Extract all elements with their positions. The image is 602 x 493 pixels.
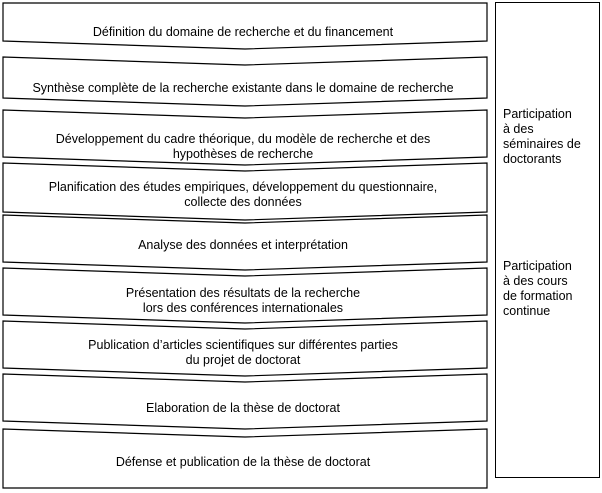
seminars-note: Participation à des séminaires de doctorants — [503, 107, 581, 166]
step-7-label: Publication d’articles scientifiques sur différentes parties du projet de doctorat — [88, 338, 398, 367]
step-8-label: Elaboration de la thèse de doctorat — [146, 400, 340, 415]
side-panel — [495, 2, 600, 478]
step-5-label: Analyse des données et interprétation — [138, 237, 348, 252]
step-3-label: Développement du cadre théorique, du modèle de recherche et des hypothèses de recherche — [55, 132, 431, 161]
step-9-label: Défense et publication de la thèse de doctorat — [115, 454, 371, 469]
courses-note: Participation à des cours de formation continue — [503, 259, 573, 318]
step-1-label: Définition du domaine de recherche et du financement — [92, 24, 394, 39]
step-2-label: Synthèse complète de la recherche existante dans le domaine de recherche — [32, 80, 454, 95]
step-6-label: Présentation des résultats de la recherche lors des conférences internationales — [125, 286, 361, 315]
step-4-label: Planification des études empiriques, développement du questionnaire, collecte des données — [48, 180, 438, 209]
